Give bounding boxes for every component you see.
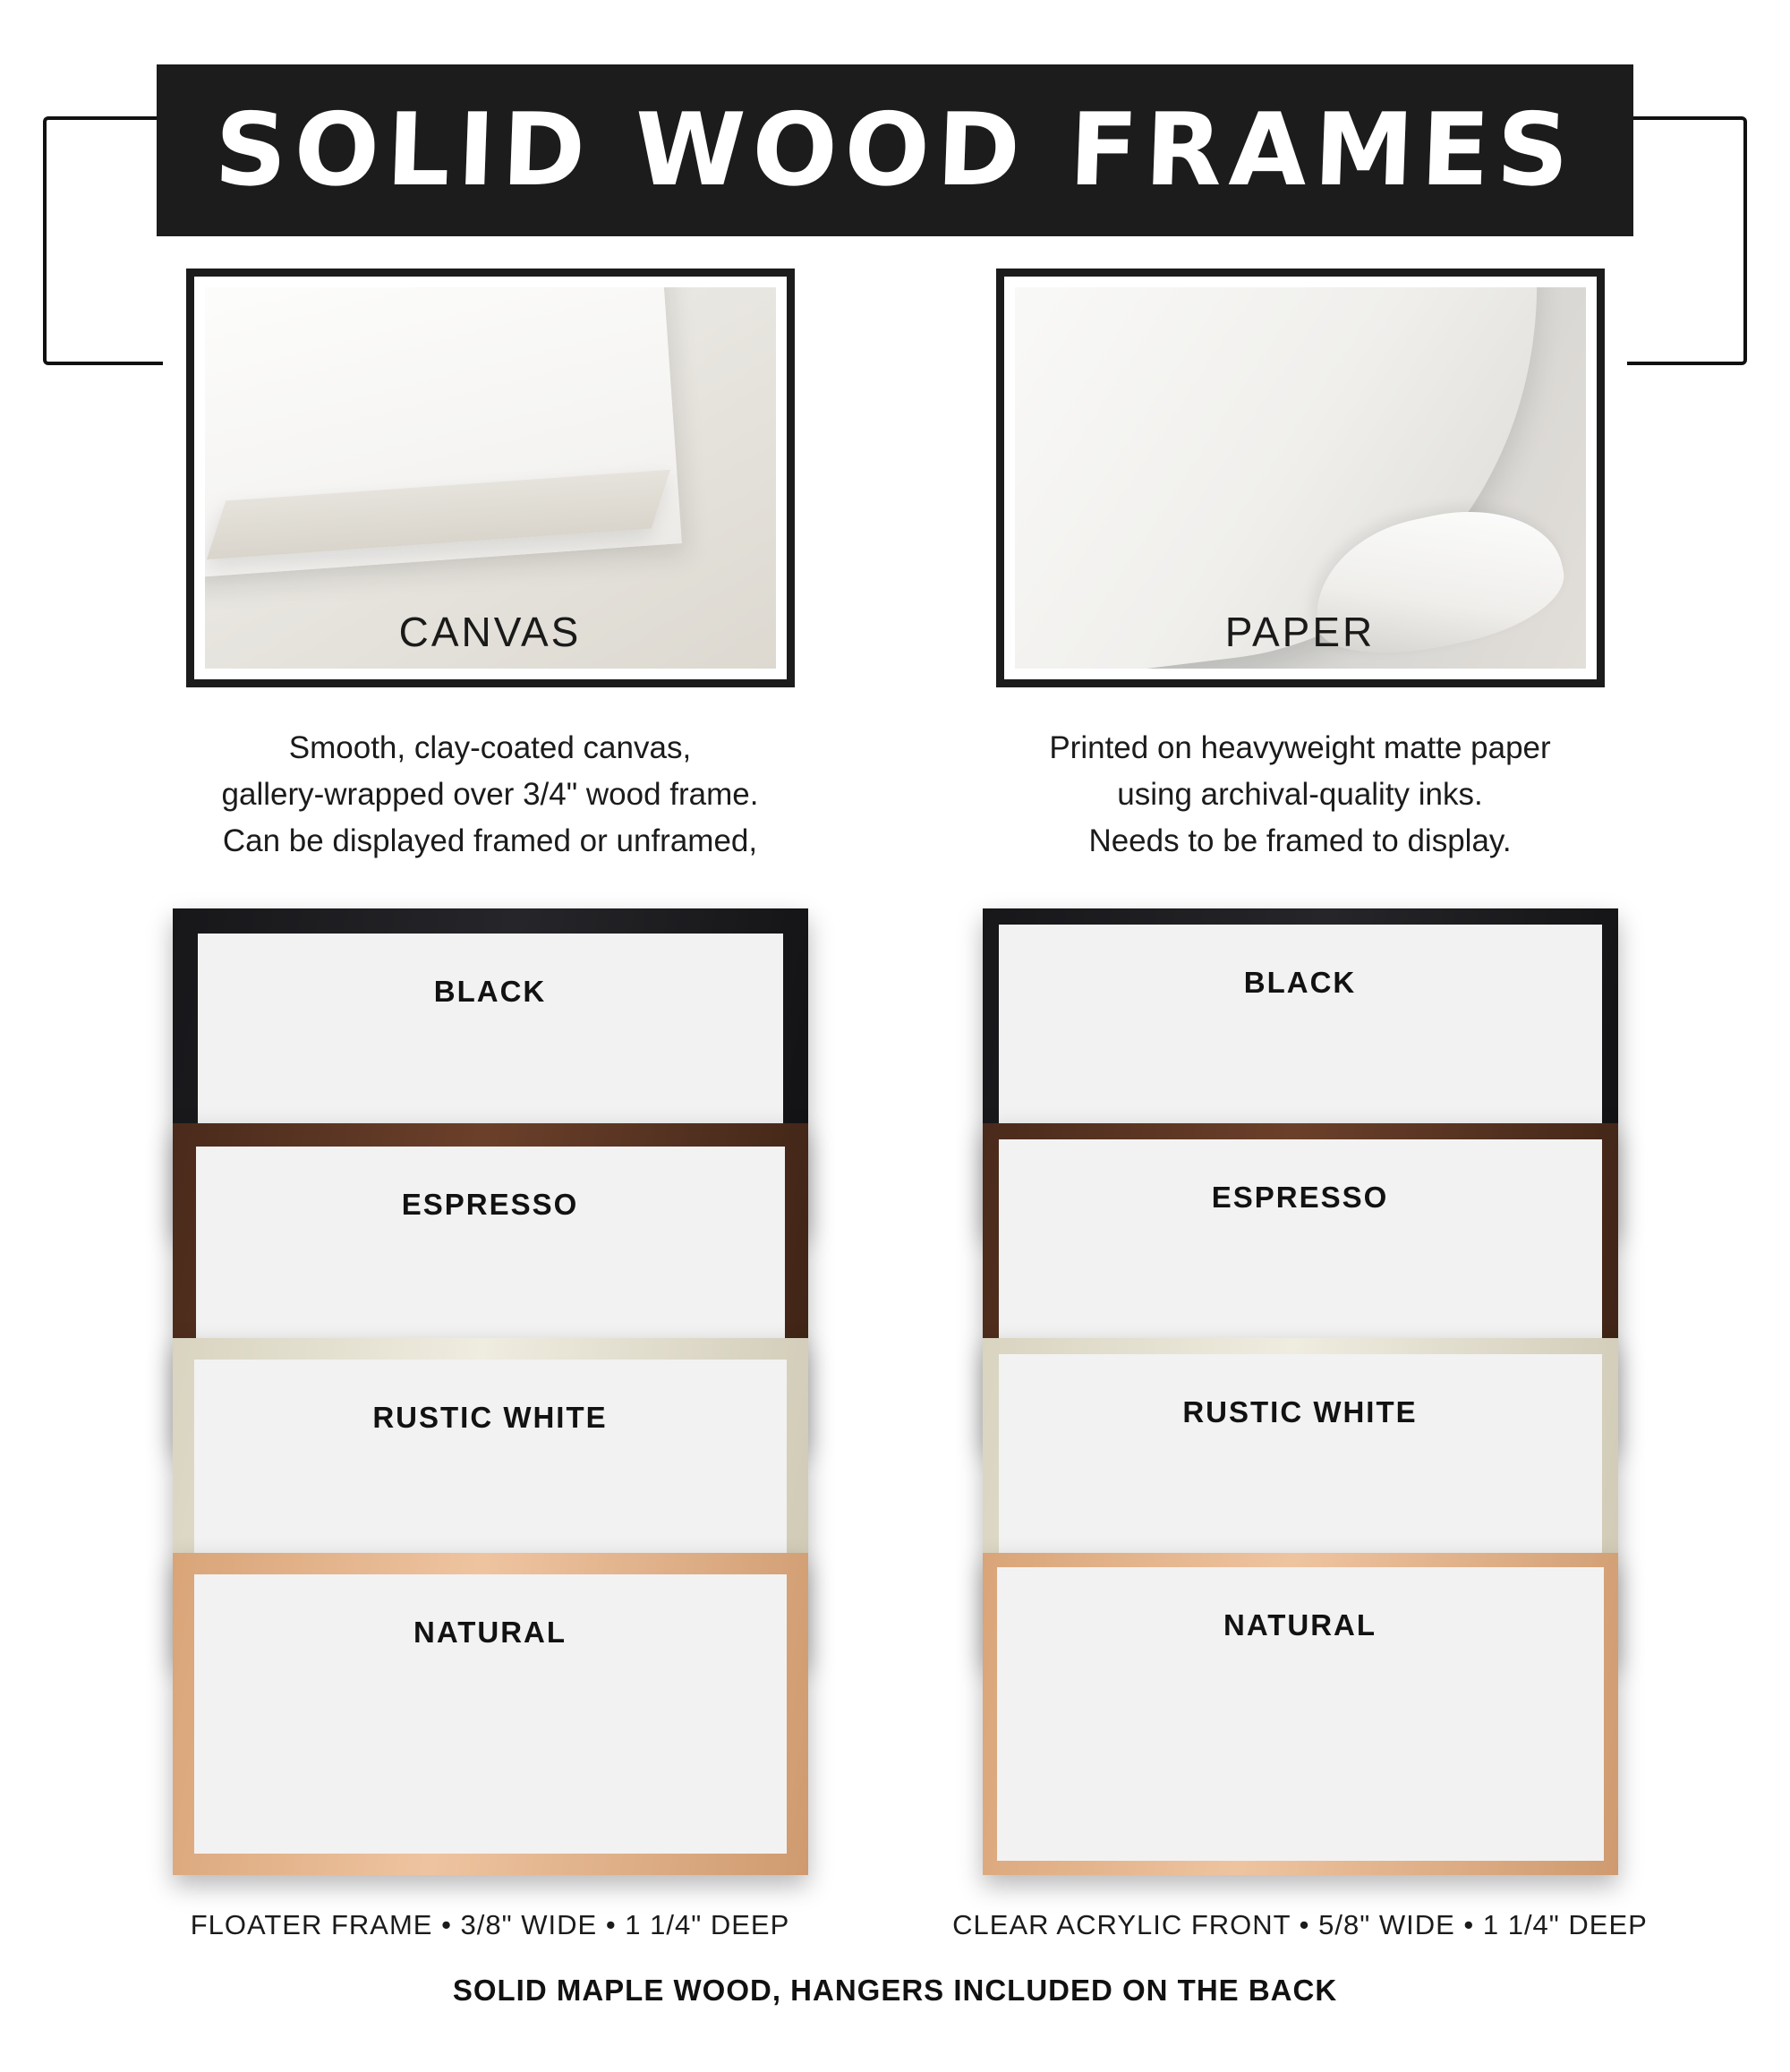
paper-frame-natural-mat	[997, 1567, 1604, 1861]
paper-photo-card	[996, 269, 1605, 687]
paper-column	[944, 269, 1656, 1941]
paper-frame-natural-label: NATURAL	[1223, 1608, 1377, 1642]
canvas-frame-black-label: BLACK	[433, 975, 547, 1009]
canvas-description-line-2: gallery-wrapped over 3/4" wood frame.	[221, 776, 759, 812]
paper-frame-rustic-white-label: RUSTIC WHITE	[1182, 1395, 1418, 1429]
canvas-frame-stack	[173, 908, 808, 1884]
paper-frame-espresso-label: ESPRESSO	[1211, 1181, 1389, 1215]
canvas-photo-card	[186, 269, 795, 687]
paper-description-line-2: using archival-quality inks.	[1117, 776, 1483, 812]
header	[0, 0, 1790, 269]
material-label-canvas: CANVAS	[398, 609, 582, 655]
comparison-columns	[0, 269, 1790, 1941]
page-title: SOLID WOOD FRAMES	[212, 92, 1578, 209]
final-note: SOLID MAPLE WOOD, HANGERS INCLUDED ON THE BACK	[452, 1974, 1338, 2008]
canvas-frame-natural-label: NATURAL	[413, 1616, 567, 1650]
title-banner	[157, 64, 1633, 236]
canvas-description-line-3: Can be displayed framed or unframed,	[222, 823, 758, 858]
paper-description-line-3: Needs to be framed to display.	[1088, 823, 1512, 858]
canvas-frame-espresso-label: ESPRESSO	[401, 1188, 579, 1222]
canvas-frame-rustic-white-label: RUSTIC WHITE	[372, 1401, 608, 1435]
bracket-right-decoration	[1627, 116, 1747, 365]
paper-footnote: CLEAR ACRYLIC FRONT • 5/8" WIDE • 1 1/4" DEEP	[952, 1909, 1648, 1941]
canvas-frame-natural-mat	[194, 1574, 787, 1854]
paper-frame-black-label: BLACK	[1243, 966, 1357, 1000]
paper-frame-natural[interactable]	[983, 1553, 1618, 1875]
canvas-footnote: FLOATER FRAME • 3/8" WIDE • 1 1/4" DEEP	[190, 1909, 790, 1941]
canvas-description	[222, 725, 759, 864]
paper-frame-stack	[983, 908, 1618, 1884]
paper-description	[1049, 725, 1550, 864]
material-label-paper: PAPER	[1224, 609, 1376, 655]
paper-description-line-1: Printed on heavyweight matte paper	[1049, 730, 1551, 765]
canvas-column	[134, 269, 846, 1941]
canvas-frame-natural[interactable]	[173, 1553, 808, 1875]
bracket-left-decoration	[43, 116, 163, 365]
canvas-description-line-1: Smooth, clay-coated canvas,	[288, 730, 692, 765]
